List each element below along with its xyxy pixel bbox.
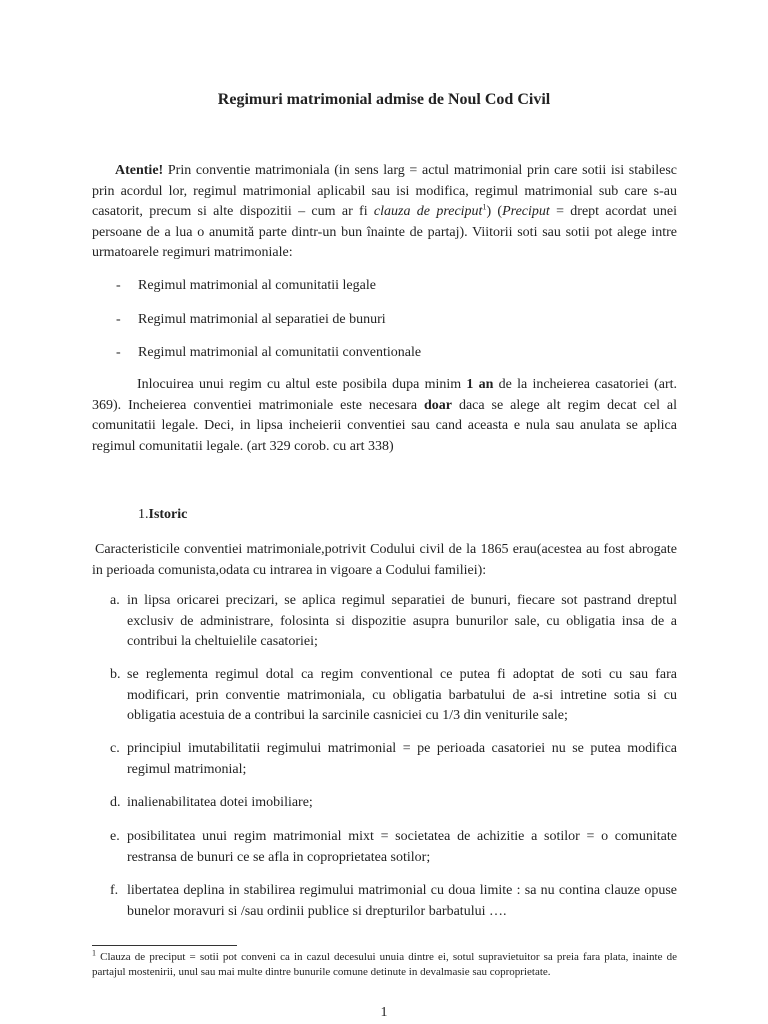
list-item-text: Regimul matrimonial al separatiei de bunuri <box>138 312 386 327</box>
list-item-text: inalienabilitatea dotei imobiliare; <box>127 795 313 810</box>
section-heading-istoric <box>138 505 187 525</box>
para2-text-2: de la incheierea casatoriei (art. 369). Incheierea conventiei matrimoniale este necesara <box>92 377 677 413</box>
list-item <box>92 827 677 868</box>
list-marker: d. <box>110 795 121 810</box>
para2-text-3: daca se alege alt regim decat cel al comunitatii legale. Deci, in lipsa incheierii conventiei sau cand aceasta e nula sau anulata se aplica regimul comunitatii legale. (art 329 corob. cu art 338) <box>92 397 678 454</box>
list-item <box>92 310 386 330</box>
list-item <box>92 343 421 363</box>
page-number: 1 <box>380 1005 388 1020</box>
para2-text-1: Inlocuirea unui regim cu altul este posibila dupa minim <box>137 377 467 392</box>
list-item-text: Regimul matrimonial al comunitatii conventionale <box>138 345 422 360</box>
intro-italic-1: clauza de preciput <box>373 204 483 219</box>
section-label: Istoric <box>148 507 188 522</box>
section-number: 1. <box>138 507 149 522</box>
para2-bold-1: 1 an <box>466 377 494 392</box>
list-item-text: se reglementa regimul dotal ca regim conventional ce putea fi adoptat de soti cu sau fara modificari, prin conventie matrimoniala, cu obligatia barbatului de a-si intretine sotia si cu obligatia acestuia de a contribui la sarcinile casniciei cu 1/3 din veniturile sale; <box>127 667 677 723</box>
list-item-text: posibilitatea unui regim matrimonial mixt = societatea de achizitie a sotilor = o comunitate restransa de bunuri ce se afla in coproprietatea sotilor; <box>127 829 677 865</box>
list-marker: f. <box>110 883 119 898</box>
dash-bullet: - <box>116 278 121 293</box>
list-marker: a. <box>110 593 120 608</box>
paragraph-characteristics: Caracteristicile conventiei matrimoniale,potrivit Codului civil de la 1865 erau(acestea au fost abrogate in perioada comunista,odata cu intrarea in vigoare a Codului familiei): <box>92 542 677 578</box>
footnote-number: 1 <box>92 948 96 958</box>
footnote-reference[interactable]: 1 <box>482 202 487 212</box>
footnote-separator <box>92 945 237 946</box>
list-item-text: in lipsa oricarei precizari, se aplica regimul separatiei de bunuri, fiecare sot pastrand dreptul exclusiv de administrare, folosinta si dispozitie asupra bunurilor sale, cu obligatia insa de a contribui la cheltuielile casatoriei; <box>127 593 677 649</box>
list-item <box>92 591 677 653</box>
page-title: Regimuri matrimonial admise de Noul Cod Civil <box>217 91 551 108</box>
list-marker: c. <box>110 741 120 756</box>
list-item <box>92 793 677 814</box>
list-marker: e. <box>110 829 120 844</box>
list-item-text: Regimul matrimonial al comunitatii legale <box>138 278 376 293</box>
intro-text-3: = drept acordat unei persoane de a lua o anumită parte dintr-un bun înainte de partaj). Viitorii soti sau sotii pot alege intre urmatoarele regimuri matrimoniale: <box>92 204 677 260</box>
list-item <box>92 739 677 780</box>
list-item <box>92 276 376 296</box>
list-item <box>92 665 677 727</box>
intro-text-2: ) ( <box>486 204 503 219</box>
footnote <box>92 950 677 980</box>
dash-bullet: - <box>116 312 121 327</box>
dash-bullet: - <box>116 345 121 360</box>
list-marker: b. <box>110 667 121 682</box>
paragraph-regime-change <box>92 375 677 457</box>
list-item-text: principiul imutabilitatii regimului matrimonial = pe perioada casatoriei nu se putea modifica regimul matrimonial; <box>127 741 677 777</box>
intro-paragraph <box>92 161 677 264</box>
footnote-text: Clauza de preciput = sotii pot conveni ca in cazul decesului unuia dintre ei, sotul supravietuitor sa preia fara plata, inainte de partajul mostenirii, unul sau mai multe dintre bunurile comune detinute in devalmasie sau coproprietate. <box>92 951 677 978</box>
para2-bold-2: doar <box>424 397 453 413</box>
intro-italic-2: Preciput <box>502 204 550 219</box>
list-item <box>92 881 677 922</box>
intro-text-1: Prin conventie matrimoniala (in sens larg = actul matrimonial prin care sotii isi stabilesc prin acordul lor, regimul matrimonial aplicabil sau isi modifica, regimul matrimonial sub care s-au casatorit, precum si alte dispozitii – cum ar fi <box>92 163 677 219</box>
intro-lead: Atentie! <box>115 163 164 178</box>
list-item-text: libertatea deplina in stabilirea regimului matrimonial cu doua limite : sa nu contina clauze opuse bunelor moravuri si /sau ordinii publice si drepturilor barbatului …. <box>127 883 677 919</box>
